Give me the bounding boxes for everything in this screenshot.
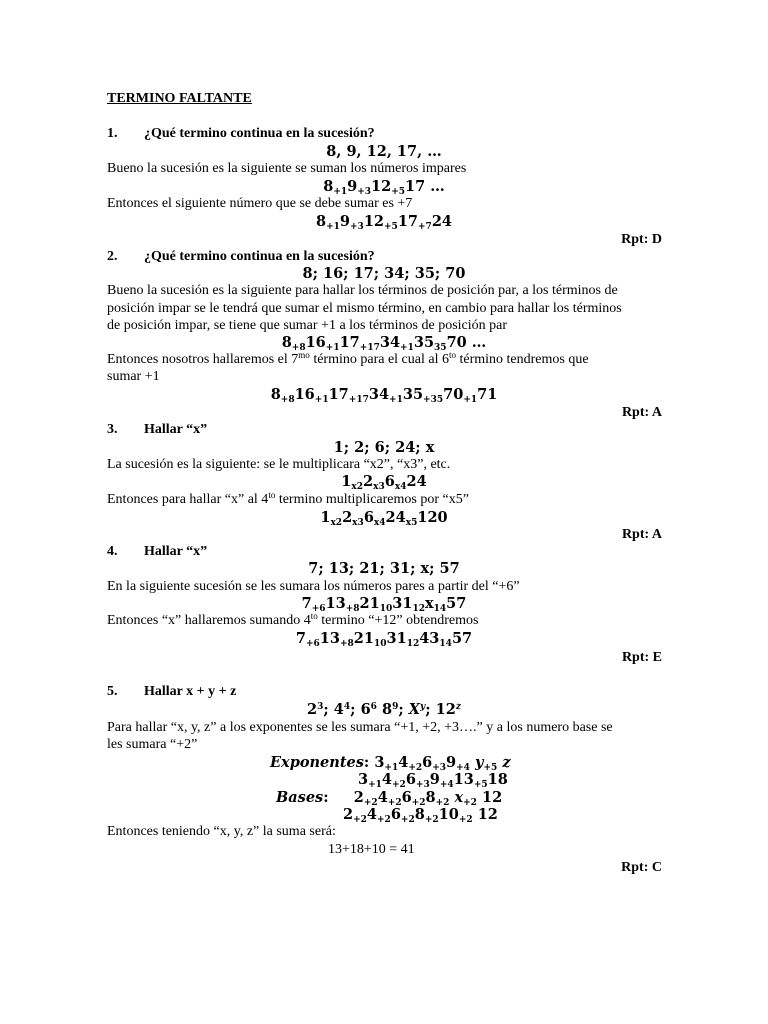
q2-paragraph-line-2: posición impar se le tendrá que sumar el mismo término, en cambio para hallar los términos: [107, 301, 622, 316]
q3-number: 3.: [107, 422, 118, 437]
q1-answer: Rpt: D: [621, 232, 662, 247]
q5-heading: [107, 683, 236, 700]
q1-explanation-2: Entonces el siguiente número que se debe sumar es +7: [107, 196, 413, 211]
q3-expression-1: $1_{x2}2_{x3}6_{x4}24$: [341, 473, 427, 492]
q5-exponents-row-1: Exponentes: $3_{+1}4_{+2}6_{+3}9_{+4}$ $y_{+5}$ z: [270, 754, 511, 773]
q5-paragraph-line-2: les sumara “+2”: [107, 737, 198, 752]
q1-explanation: Bueno la sucesión es la siguiente se suman los números impares: [107, 161, 467, 176]
q2-explanation-2: sumar +1: [107, 369, 160, 384]
q2-heading: [107, 248, 375, 265]
q2-expression-1: $8_{+8}16_{+1}17_{+17}34_{+1}35_{35}70$ …: [281, 334, 487, 353]
q4-heading-text: Hallar “x”: [144, 544, 208, 559]
exponents-label: Exponentes: [270, 754, 364, 771]
q1-expression-2: $8_{+1}9_{+3}12_{+5}17_{+7}24$: [316, 213, 452, 232]
q3-expression-2: $1_{x2}2_{x3}6_{x4}24_{x5}120$: [320, 509, 448, 528]
q4-number: 4.: [107, 544, 118, 559]
q2-explanation-1: Entonces nosotros hallaremos el $7^{mo}$ término para el cual al $6^{to}$ término tendremos que: [107, 350, 589, 367]
q5-bases-row-2: $2_{+2}4_{+2}6_{+2}8_{+2}10_{+2}$ 12: [343, 806, 498, 825]
q2-expression-2: $8_{+8}16_{+1}17_{+17}34_{+1}35_{+35}70_{+1}71$: [270, 386, 498, 405]
q3-heading: [107, 421, 207, 438]
q5-sum-explanation: Entonces teniendo “x, y, z” la suma será:: [107, 824, 336, 839]
q5-number: 5.: [107, 684, 118, 699]
q1-sequence: 8, 9, 12, 17, …: [326, 143, 442, 160]
q3-explanation-1: La sucesión es la siguiente: se le multiplicara “x2”, “x3”, etc.: [107, 457, 451, 472]
q2-heading-text: ¿Qué termino continua en la sucesión?: [144, 249, 375, 264]
q4-sequence: 7; 13; 21; 31; x; 57: [308, 560, 460, 577]
q3-answer: Rpt: A: [621, 527, 662, 542]
q1-number: 1.: [107, 126, 118, 141]
q4-explanation-2: Entonces “x” hallaremos sumando $4^{to}$ termino “+12” obtendremos: [107, 611, 479, 628]
bases-label: Bases: [276, 789, 324, 806]
q4-explanation-1: En la siguiente sucesión se les sumara los números pares a partir del “+6”: [107, 579, 520, 594]
q3-heading-text: Hallar “x”: [144, 422, 208, 437]
q2-paragraph-line-3: de posición impar, se tiene que sumar +1 a los términos de posición par: [107, 318, 508, 333]
q1-heading-text: ¿Qué termino continua en la sucesión?: [144, 126, 375, 141]
q2-number: 2.: [107, 249, 118, 264]
q5-sum-result: 13+18+10 = 41: [328, 842, 415, 857]
q4-answer: Rpt: E: [621, 650, 662, 665]
q4-expression-1: $7_{+6}13_{+8}21_{10}31_{12}x_{14}57$: [301, 595, 467, 614]
q2-answer: Rpt: A: [621, 405, 662, 420]
q3-explanation-2: Entonces para hallar “x” al $4^{to}$ termino multiplicaremos por “x5”: [107, 490, 469, 507]
q5-bases-row-1: Bases: $2_{+2}4_{+2}6_{+2}8_{+2}$ $x_{+2}$ 12: [276, 789, 503, 808]
q4-expression-2: $7_{+6}13_{+8}21_{10}31_{12}43_{14}57$: [295, 630, 473, 649]
q4-heading: [107, 543, 207, 560]
q2-sequence: 8; 16; 17; 34; 35; 70: [302, 265, 466, 282]
q5-paragraph-line-1: Para hallar “x, y, z” a los exponentes se les sumara “+1, +2, +3….” y a los numero base se: [107, 720, 613, 735]
document-title: TERMINO FALTANTE: [107, 91, 252, 106]
q1-expression-1: $8_{+1}9_{+3}12_{+5}17$ …: [323, 178, 445, 197]
q3-sequence: 1; 2; 6; 24; x: [333, 439, 435, 456]
q5-exponents-row-2: $3_{+1}4_{+2}6_{+3}9_{+4}13_{+5}18$: [358, 771, 508, 790]
q2-paragraph-line-1: Bueno la sucesión es la siguiente para hallar los términos de posición par, a los términos de: [107, 283, 618, 298]
q5-heading-text: Hallar x + y + z: [144, 684, 237, 699]
q1-heading: [107, 125, 375, 142]
q5-sequence: $2^3$; $4^4$; $6^6$ $8^9$; $X^y$; 12$^z$: [307, 701, 461, 718]
q5-answer: Rpt: C: [621, 860, 662, 875]
